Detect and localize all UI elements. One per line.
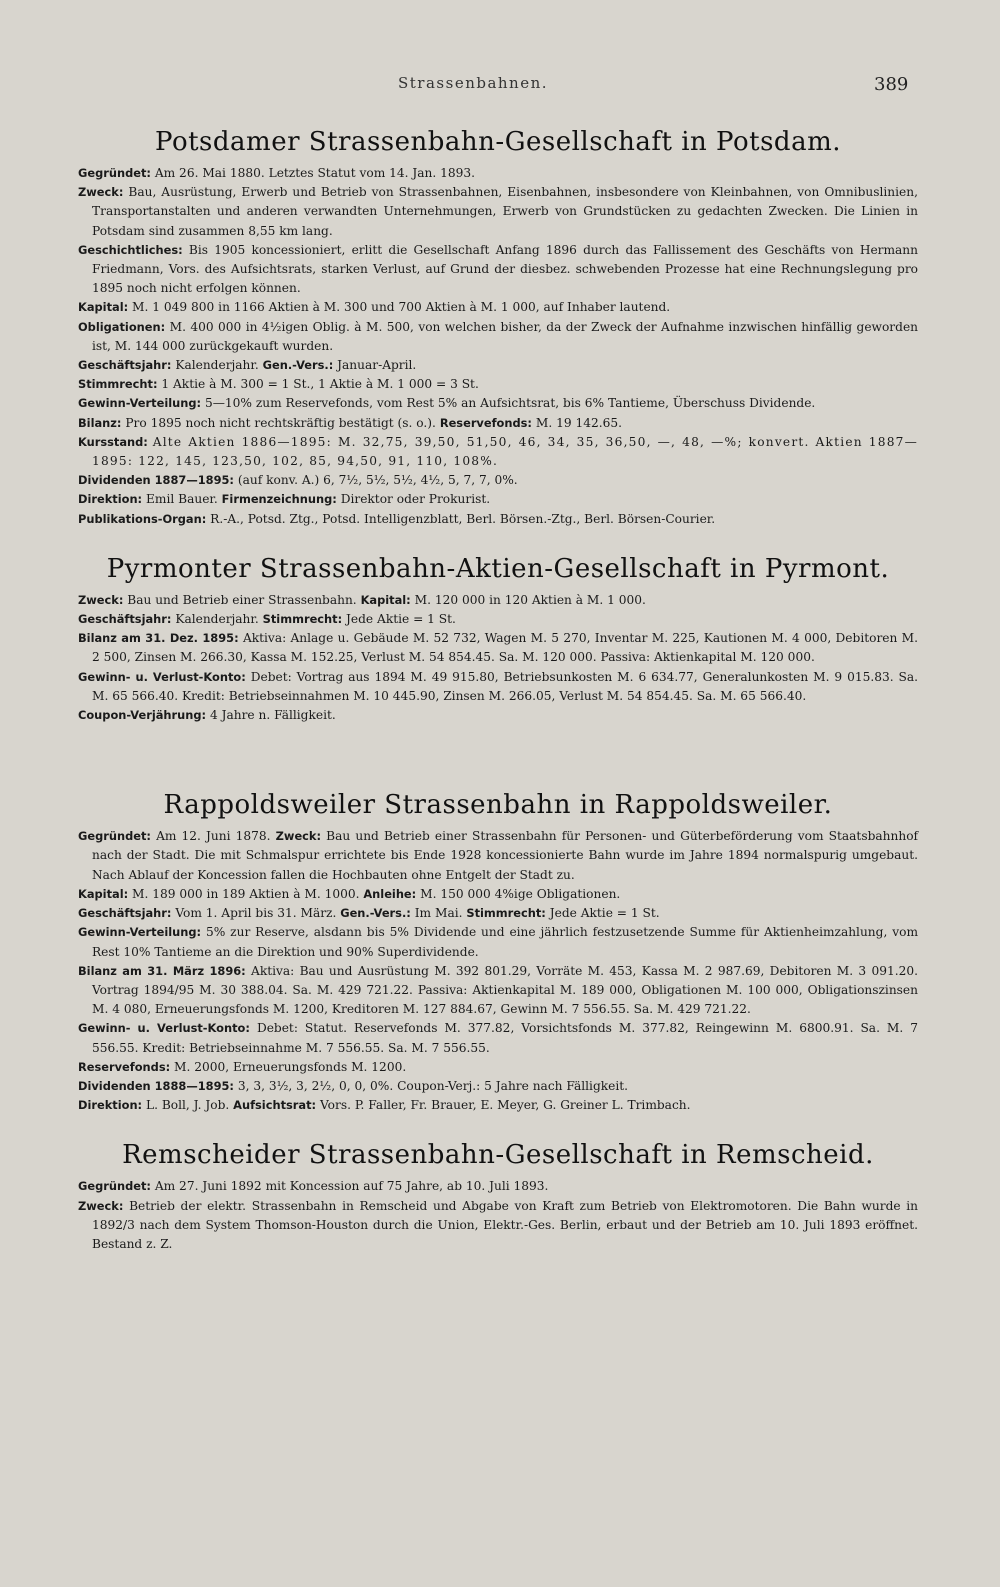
field-bilanz xyxy=(78,414,918,433)
field-label: Dividenden 1887—1895: xyxy=(78,473,234,488)
field-label-2: Anleihe: xyxy=(363,886,417,901)
section-spacer xyxy=(78,1115,918,1133)
field-kapital xyxy=(78,298,918,317)
field-gewinn-verteilung xyxy=(78,394,918,413)
field-label: Kapital: xyxy=(78,886,129,901)
section-spacer xyxy=(78,725,918,783)
company-entry-rappoldsweiler xyxy=(78,783,918,1115)
field-label: Zweck: xyxy=(78,592,124,607)
field-label: Direktion: xyxy=(78,1098,143,1113)
company-title: Rappoldsweiler Strassenbahn in Rappoldsweiler. xyxy=(163,790,833,821)
field-text: Bis 1905 koncessioniert, erlitt die Gesellschaft Anfang 1896 durch das Fallissement des Geschäfts von Hermann Friedmann, Vors. des Aufsichtsrats, starken Verlust, auf Grund der diesbez. schwebenden Prozesse hat eine Rechnungslegung pro 1895 noch nicht erfolgen können. xyxy=(92,242,919,296)
field-text-2: Direktor oder Prokurist. xyxy=(340,492,491,507)
field-text: 5% zur Reserve, alsdann bis 5% Dividende und eine jährlich festzusetzende Summe für Aktienheimzahlung, vom Rest 10% Tantieme an die Direktion und 90% Superdividende. xyxy=(92,925,918,959)
field-text: Betrieb der elektr. Strassenbahn in Remscheid und Abgabe von Kraft zum Betrieb von Elektromotoren. Die Bahn wurde in 1892/3 nach dem System Thomson-Houston durch die Union, Elektr.-Ges. Berlin, erbaut und der Betrieb am 10. Juli 1893 eröffnet. Bestand z. Z. xyxy=(92,1198,919,1251)
field-label-3: Stimmrecht: xyxy=(466,906,546,921)
company-entry-potsdam xyxy=(78,120,918,529)
field-dividenden xyxy=(78,471,918,490)
field-label: Gegründet: xyxy=(78,1179,151,1194)
field-text-2: Jede Aktie = 1 St. xyxy=(346,612,456,627)
field-label: Geschäftsjahr: xyxy=(78,906,172,921)
field-text-2: M. 19 142.65. xyxy=(535,415,622,430)
field-text: Kalenderjahr. xyxy=(175,358,259,373)
field-text: Bau und Betrieb einer Strassenbahn. xyxy=(127,592,357,607)
field-kapital xyxy=(78,885,918,904)
field-label: Coupon-Verjährung: xyxy=(78,708,207,723)
field-publikations-organ xyxy=(78,510,918,529)
field-text: Debet: Vortrag aus 1894 M. 49 915.80, Betriebsunkosten M. 6 634.77, Generalunkosten M. 9 015.83. Sa. M. 65 566.40. Kredit: Betriebseinnahmen M. 10 445.90, Zinsen M. 266.05, Verlust M. 54 854.45. Sa. M. 65 566.40. xyxy=(92,669,918,703)
field-text-2: M. 120 000 in 120 Aktien à M. 1 000. xyxy=(414,592,646,607)
field-stimmrecht xyxy=(78,375,918,394)
section-spacer xyxy=(78,529,918,547)
field-zweck xyxy=(78,183,918,241)
field-label: Geschichtliches: xyxy=(78,242,183,257)
field-text: M. 189 000 in 189 Aktien à M. 1000. xyxy=(132,886,360,901)
field-label: Gegründet: xyxy=(78,166,151,180)
field-label: Bilanz: xyxy=(78,415,122,430)
field-label: Dividenden 1888—1895: xyxy=(78,1078,234,1093)
field-label: Gewinn- u. Verlust-Konto: xyxy=(78,669,246,684)
field-text: Vom 1. April bis 31. März. xyxy=(175,906,337,921)
field-text: M. 400 000 in 4½igen Oblig. à M. 500, von welchen bisher, da der Zweck der Aufnahme inzwischen hinfällig geworden ist, M. 144 000 zurückgekauft wurden. xyxy=(92,319,918,353)
field-label: Gewinn- u. Verlust-Konto: xyxy=(78,1021,250,1036)
field-reservefonds xyxy=(78,1058,918,1077)
field-label: Bilanz am 31. März 1896: xyxy=(78,963,246,978)
field-direktion xyxy=(78,1096,918,1115)
field-text: Pro 1895 noch nicht rechtskräftig bestätigt (s. o.). xyxy=(125,415,436,430)
field-text: Am 27. Juni 1892 mit Koncession auf 75 Jahre, ab 10. Juli 1893. xyxy=(154,1179,549,1194)
field-label: Bilanz am 31. Dez. 1895: xyxy=(78,631,239,646)
field-label: Zweck: xyxy=(78,185,124,200)
field-gegruendet xyxy=(78,164,918,183)
field-label: Gewinn-Verteilung: xyxy=(78,396,202,411)
field-obligationen xyxy=(78,318,918,356)
field-bilanz xyxy=(78,962,918,1020)
field-text: Am 26. Mai 1880. Letztes Statut vom 14. Jan. 1893. xyxy=(154,166,476,180)
field-geschaeftsjahr xyxy=(78,610,918,629)
field-text: Aktiva: Anlage u. Gebäude M. 52 732, Wagen M. 5 270, Inventar M. 225, Kautionen M. 4 000, Debitoren M. 2 500, Zinsen M. 266.30, Kassa M. 152.25, Verlust M. 54 854.45. Sa. M. 120 000. Passiva: Aktienkapital M. 120 000. xyxy=(92,631,919,665)
running-title: Strassenbahnen. xyxy=(398,74,549,92)
field-text-2: Bau und Betrieb einer Strassenbahn für Personen- und Güterbeförderung vom Staatsbahnhof nach der Stadt. Die mit Schmalspur errichtete bis Ende 1928 koncessionierte Bahn wurde im Jahre 1894 normalspurig umgebaut. Nach Ablauf der Koncession fallen die Hochbauten ohne Entgelt der Stadt zu. xyxy=(92,829,919,882)
field-label-2: Firmenzeichnung: xyxy=(221,492,337,507)
field-gewinn-verlust-konto xyxy=(78,1019,918,1057)
field-geschaeftsjahr xyxy=(78,356,918,375)
company-entry-pyrmont xyxy=(78,547,918,725)
field-dividenden xyxy=(78,1077,918,1096)
field-text: Kalenderjahr. xyxy=(175,612,259,627)
field-label-2: Kapital: xyxy=(360,592,411,607)
field-text: R.-A., Potsd. Ztg., Potsd. Intelligenzblatt, Berl. Börsen.-Ztg., Berl. Börsen-Courier. xyxy=(210,511,716,526)
field-text-2: Im Mai. xyxy=(414,906,463,921)
field-text-2: Vors. P. Faller, Fr. Brauer, E. Meyer, G. Greiner L. Trimbach. xyxy=(319,1098,691,1113)
field-direktion xyxy=(78,490,918,509)
field-label-2: Reservefonds: xyxy=(439,415,532,430)
field-zweck xyxy=(78,1197,918,1255)
field-label: Gegründet: xyxy=(78,829,151,844)
page-number: 389 xyxy=(874,74,909,95)
field-coupon-verjaehrung xyxy=(78,706,918,725)
field-text: M. 2000, Erneuerungsfonds M. 1200. xyxy=(174,1059,407,1074)
field-label: Geschäftsjahr: xyxy=(78,612,172,627)
company-title: Remscheider Strassenbahn-Gesellschaft in Remscheid. xyxy=(122,1140,874,1171)
field-gegruendet xyxy=(78,827,918,885)
field-label: Zweck: xyxy=(78,1198,124,1213)
field-text: Aktiva: Bau und Ausrüstung M. 392 801.29, Vorräte M. 453, Kassa M. 2 987.69, Debitoren M. 3 091.20. Vortrag 1894/95 M. 30 388.04. Sa. M. 429 721.22. Passiva: Aktienkapital M. 189 000, Obligationen M. 100 000, Obligationszinsen M. 4 080, Erneuerungsfonds M. 1200, Kreditoren M. 127 884.67, Gewinn M. 7 556.55. Sa. M. 429 721.22. xyxy=(92,963,918,1017)
field-text-2: Januar-April. xyxy=(337,358,417,373)
field-label: Geschäftsjahr: xyxy=(78,358,172,373)
field-label: Publikations-Organ: xyxy=(78,511,207,526)
field-geschichtliches xyxy=(78,241,918,299)
company-title: Pyrmonter Strassenbahn-Aktien-Gesellschaft in Pyrmont. xyxy=(106,553,890,584)
field-label: Gewinn-Verteilung: xyxy=(78,925,202,940)
field-text: (auf konv. A.) 6, 7½, 5½, 5½, 4½, 5, 7, 7, 0%. xyxy=(237,473,518,488)
field-gewinn-verlust-konto xyxy=(78,668,918,706)
field-label-2: Zweck: xyxy=(275,829,322,844)
field-zweck xyxy=(78,591,918,610)
field-gegruendet xyxy=(78,1177,918,1196)
page-content xyxy=(78,120,918,1254)
field-label: Kapital: xyxy=(78,300,129,315)
company-entry-remscheid xyxy=(78,1133,918,1254)
field-text: 4 Jahre n. Fälligkeit. xyxy=(209,708,336,723)
field-label: Direktion: xyxy=(78,492,143,507)
field-text: 5—10% zum Reservefonds, vom Rest 5% an Aufsichtsrat, bis 6% Tantieme, Überschuss Dividende. xyxy=(204,396,816,411)
field-label-2: Aufsichtsrat: xyxy=(233,1098,317,1113)
company-title: Potsdamer Strassenbahn-Gesellschaft in Potsdam. xyxy=(155,127,841,157)
field-gewinn-verteilung xyxy=(78,923,918,961)
field-label-2: Gen.-Vers.: xyxy=(262,358,334,373)
field-text: 3, 3, 3½, 3, 2½, 0, 0, 0%. Coupon-Verj.: 5 Jahre nach Fälligkeit. xyxy=(237,1078,629,1093)
field-text: Bau, Ausrüstung, Erwerb und Betrieb von Strassenbahnen, Eisenbahnen, insbesondere von Kleinbahnen, von Omnibuslinien, Transportanstalten und anderen verwandten Unternehmungen, Erwerb von Grundstücken zu gedachten Zwecken. Die Linien in Potsdam sind zusammen 8,55 km lang. xyxy=(92,185,918,238)
field-text-3: Jede Aktie = 1 St. xyxy=(549,906,660,921)
field-label-2: Stimmrecht: xyxy=(262,612,343,627)
field-text: 1 Aktie à M. 300 = 1 St., 1 Aktie à M. 1 000 = 3 St. xyxy=(161,377,479,392)
field-geschaeftsjahr xyxy=(78,904,918,923)
field-text: L. Boll, J. Job. xyxy=(146,1098,230,1113)
field-label: Kursstand: xyxy=(78,434,148,449)
field-text: Am 12. Juni 1878. xyxy=(156,829,271,844)
field-text: Debet: Statut. Reservefonds M. 377.82, Vorsichtsfonds M. 377.82, Reingewinn M. 6800.91. Sa. M. 7 556.55. Kredit: Betriebseinnahme M. 7 556.55. Sa. M. 7 556.55. xyxy=(92,1021,919,1055)
field-label: Obligationen: xyxy=(78,319,166,334)
field-text-2: M. 150 000 4%ige Obligationen. xyxy=(420,886,621,901)
field-label: Stimmrecht: xyxy=(78,377,158,392)
field-text: Alte Aktien 1886—1895: M. 32,75, 39,50, 51,50, 46, 34, 35, 36,50, —, 48, —%; konvert. Aktien 1887—1895: 122, 145, 123,50, 102, 85, 94,50, 91, 110, 108%. xyxy=(92,434,919,469)
running-head xyxy=(0,74,1000,98)
field-text: M. 1 049 800 in 1166 Aktien à M. 300 und 700 Aktien à M. 1 000, auf Inhaber lautend. xyxy=(132,300,671,315)
field-text: Emil Bauer. xyxy=(146,492,218,507)
field-bilanz xyxy=(78,629,918,667)
field-kursstand xyxy=(78,433,918,471)
field-label-2: Gen.-Vers.: xyxy=(340,906,411,921)
field-label: Reservefonds: xyxy=(78,1059,171,1074)
